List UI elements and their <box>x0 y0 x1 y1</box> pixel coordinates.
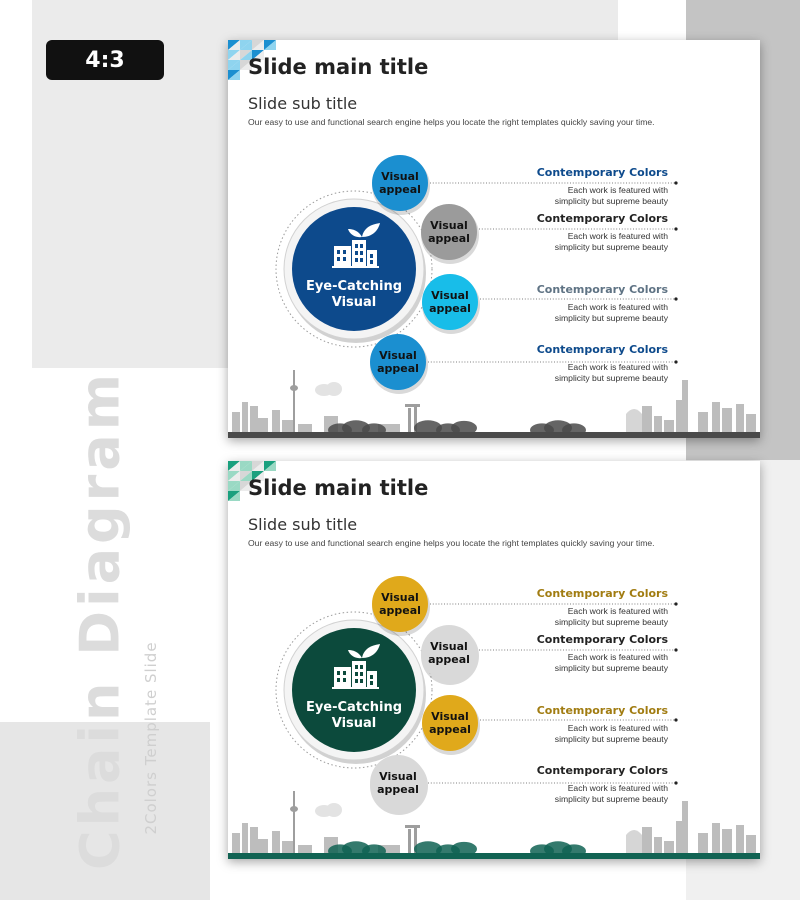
item-description: Each work is featured with simplicity but supreme beauty <box>554 652 668 673</box>
bubble-label: Visual appeal <box>377 770 419 796</box>
connector-dot <box>674 297 677 300</box>
slide-description: Our easy to use and functional search engine helps you locate the right templates quickly saving your time. <box>248 538 655 548</box>
item-title: Contemporary Colors <box>536 343 668 356</box>
chain-diagram <box>228 40 760 438</box>
item-description: Each work is featured with simplicity but supreme beauty <box>554 723 668 744</box>
item-title: Contemporary Colors <box>536 704 668 717</box>
bubble-label: Visual appeal <box>429 289 471 315</box>
slide-main-title: Slide main title <box>248 55 429 79</box>
center-circle <box>292 207 416 331</box>
item-description: Each work is featured with simplicity but supreme beauty <box>554 302 668 323</box>
slide-sub-title: Slide sub title <box>248 515 358 534</box>
item-description: Each work is featured with simplicity but supreme beauty <box>554 185 668 206</box>
item-title: Contemporary Colors <box>536 633 668 646</box>
slide-main-title: Slide main title <box>248 476 429 500</box>
connector-dot <box>674 227 677 230</box>
bubble-label: Visual appeal <box>379 170 421 196</box>
aspect-ratio-badge: 4:3 <box>46 40 164 80</box>
slide-preview-blue[interactable] <box>228 40 760 438</box>
center-circle <box>292 628 416 752</box>
item-title: Contemporary Colors <box>536 587 668 600</box>
slide-preview-green[interactable] <box>228 461 760 859</box>
side-title: Chain Diagram <box>68 369 132 871</box>
connector-dot <box>674 648 677 651</box>
item-description: Each work is featured with simplicity but supreme beauty <box>554 783 668 804</box>
bubble-label: Visual appeal <box>428 640 470 666</box>
slide-sub-title: Slide sub title <box>248 94 358 113</box>
item-description: Each work is featured with simplicity but supreme beauty <box>554 362 668 383</box>
city-skyline-illustration <box>228 791 760 859</box>
center-circle-label: Eye-Catching Visual <box>305 700 403 731</box>
connector-dot <box>674 718 677 721</box>
center-circle-label: Eye-Catching Visual <box>305 279 403 310</box>
connector-dot <box>674 181 677 184</box>
item-title: Contemporary Colors <box>536 166 668 179</box>
bubble-label: Visual appeal <box>377 349 419 375</box>
connector-dot <box>674 781 677 784</box>
item-title: Contemporary Colors <box>536 283 668 296</box>
slide-description: Our easy to use and functional search engine helps you locate the right templates quickly saving your time. <box>248 117 655 127</box>
item-description: Each work is featured with simplicity but supreme beauty <box>554 231 668 252</box>
connector-dot <box>674 602 677 605</box>
item-description: Each work is featured with simplicity but supreme beauty <box>554 606 668 627</box>
item-title: Contemporary Colors <box>536 212 668 225</box>
side-subtitle: 2Colors Template Slide <box>142 641 160 835</box>
bubble-label: Visual appeal <box>428 219 470 245</box>
item-title: Contemporary Colors <box>536 764 668 777</box>
bubble-label: Visual appeal <box>379 591 421 617</box>
chain-diagram <box>228 461 760 859</box>
bubble-label: Visual appeal <box>429 710 471 736</box>
connector-dot <box>674 360 677 363</box>
city-skyline-illustration <box>228 370 760 438</box>
